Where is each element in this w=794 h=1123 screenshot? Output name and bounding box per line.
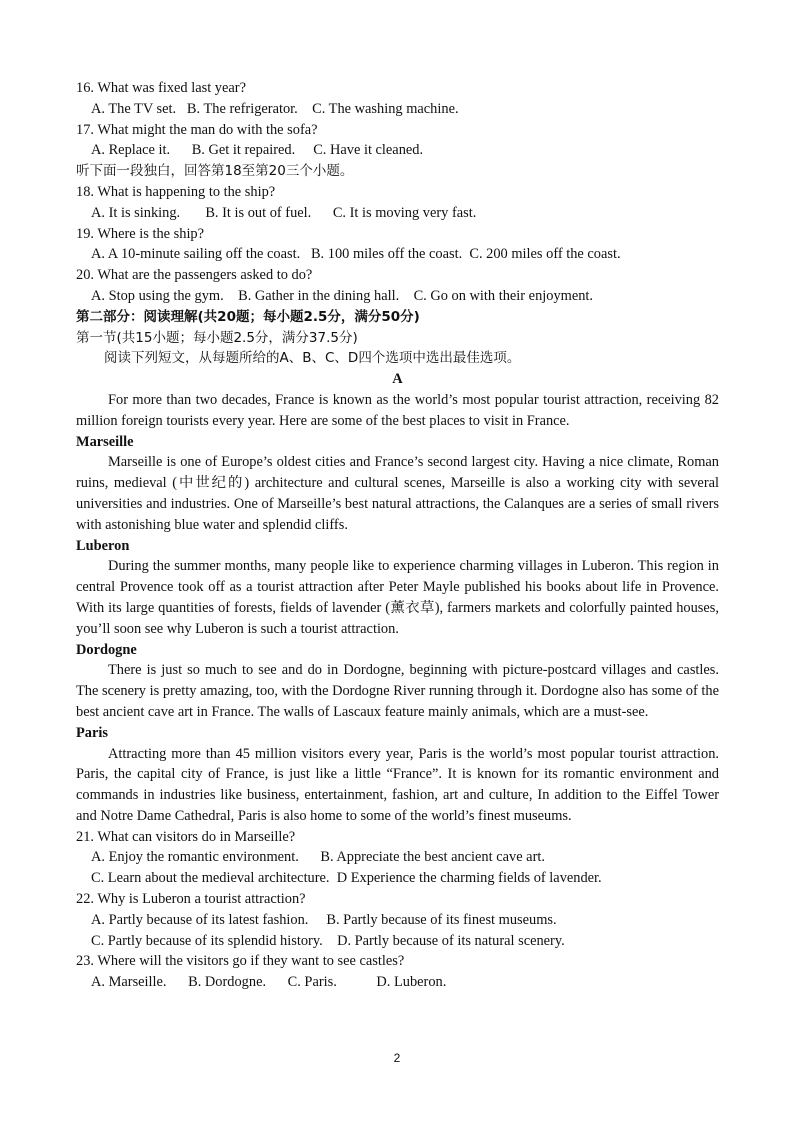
section-title: 第一节(共15小题；每小题2.5分，满分37.5分)	[76, 329, 358, 346]
exam-page	[76, 78, 719, 993]
options-21-line2: C. Learn about the medieval architecture. D Experience the charming fields of lavender.	[91, 870, 602, 887]
section-heading-luberon: Luberon	[76, 537, 130, 554]
question-16: 16. What was fixed last year?	[76, 80, 246, 96]
passage-intro: For more than two decades, France is known as the world’s most popular tourist attraction, receiving 82 million foreign tourists every year. Here are some of the best places to visit in France.	[76, 391, 719, 429]
question-17: 17. What might the man do with the sofa?	[76, 121, 318, 138]
reading-directions: 阅读下列短文，从每题所给的A、B、C、D四个选项中选出最佳选项。	[104, 350, 521, 367]
question-18: 18. What is happening to the ship?	[76, 183, 276, 200]
question-22: 22. Why is Luberon a tourist attraction?	[76, 891, 306, 908]
section-heading-dordogne: Dordogne	[76, 641, 137, 658]
options-21-line1: A. Enjoy the romantic environment. B. Appreciate the best ancient cave art.	[91, 849, 545, 866]
options-16: A. The TV set. B. The refrigerator. C. The washing machine.	[91, 100, 459, 117]
section-text-marseille: Marseille is one of Europe’s oldest cities and France’s second largest city. Having a nice climate, Roman ruins, medieval (中世纪的) architecture and cultural scenes, Marseille is also a working city with several universities and industries. One of Marseille’s best natural attractions, the Calanques are a series of small rivers with astonishing blue water and splendid cliffs.	[76, 454, 719, 533]
part-title: 第二部分：阅读理解(共20题；每小题2.5分，满分50分)	[76, 308, 420, 325]
question-23: 23. Where will the visitors go if they want to see castles?	[76, 953, 405, 970]
options-17: A. Replace it. B. Get it repaired. C. Have it cleaned.	[91, 142, 424, 159]
passage-label: A	[392, 371, 403, 388]
section-text-paris: Attracting more than 45 million visitors every year, Paris is the world’s most popular tourist attraction. Paris, the capital city of France, is just like a little “France”. It is known for its romantic environment and commands in industries like business, entertainment, fashion, art and culture, In addition to the Eiffel Tower and Notre Dame Cathedral, Paris is also home to some of the world’s finest museums.	[76, 745, 719, 824]
options-19: A. A 10-minute sailing off the coast. B. 100 miles off the coast. C. 200 miles off the coast.	[91, 246, 621, 263]
options-22-line2: C. Partly because of its splendid history. D. Partly because of its natural scenery.	[91, 932, 565, 949]
section-text-dordogne: There is just so much to see and do in Dordogne, beginning with picture-postcard villages and castles. The scenery is pretty amazing, too, with the Dordogne River running through it. Dordogne also has some of the best ancient cave art in France. The walls of Lascaux feature mainly animals, which are a must-see.	[76, 662, 719, 720]
question-20: 20. What are the passengers asked to do?	[76, 267, 313, 284]
question-19: 19. Where is the ship?	[76, 225, 205, 242]
listening-instruction: 听下面一段独白，回答第18至第20三个小题。	[76, 163, 354, 180]
page-number: 2	[393, 1051, 401, 1065]
options-20: A. Stop using the gym. B. Gather in the dining hall. C. Go on with their enjoyment.	[91, 287, 594, 304]
options-22-line1: A. Partly because of its latest fashion. B. Partly because of its finest museums.	[91, 911, 557, 928]
section-heading-paris: Paris	[76, 724, 108, 741]
options-23: A. Marseille. B. Dordogne. C. Paris. D. Luberon.	[91, 974, 447, 991]
options-18: A. It is sinking. B. It is out of fuel. C. It is moving very fast.	[91, 204, 477, 221]
section-heading-marseille: Marseille	[76, 433, 134, 450]
section-text-luberon: During the summer months, many people like to experience charming villages in Luberon. This region in central Provence took off as a tourist attraction after Peter Mayle published his books about life in Provence. With its large quantities of forests, fields of lavender (薰衣草), farmers markets and colorfully painted houses, you’ll soon see why Luberon is such a tourist attraction.	[76, 558, 719, 637]
question-21: 21. What can visitors do in Marseille?	[76, 828, 296, 845]
